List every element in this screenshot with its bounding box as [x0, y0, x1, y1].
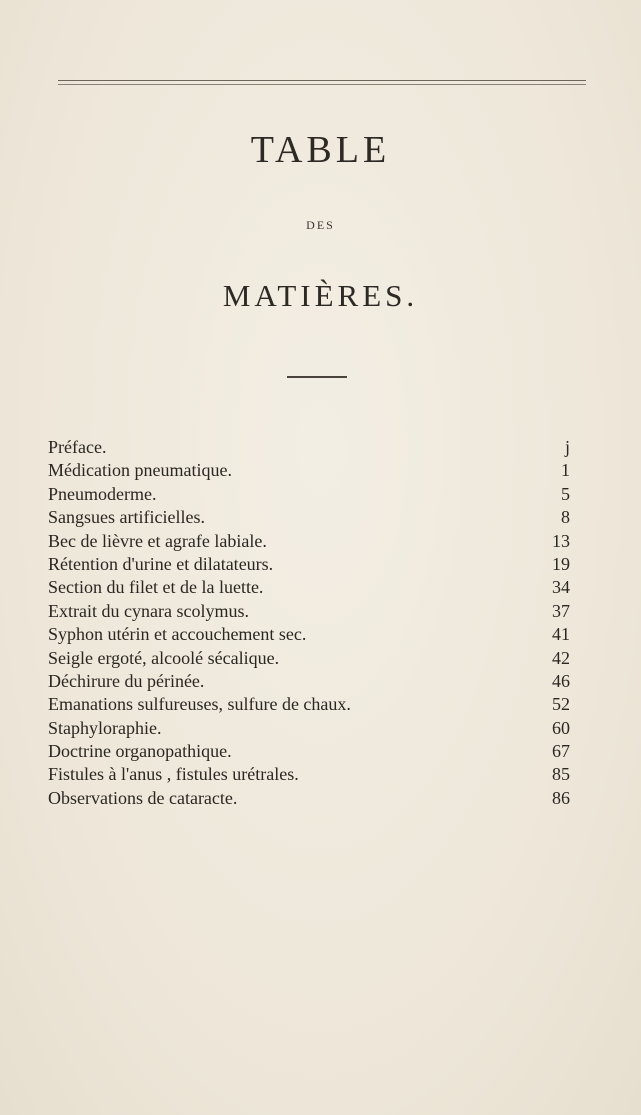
toc-entry — [48, 576, 570, 599]
toc-entry-page-number: 8 — [561, 507, 570, 528]
toc-entry-page-number: 46 — [552, 670, 570, 691]
toc-entry-label: Fistules à l'anus , fistules urétrales. — [48, 764, 299, 785]
toc-entry — [48, 740, 570, 763]
top-rule — [58, 80, 586, 85]
toc-entry-page-number: 85 — [552, 764, 570, 785]
toc-entry-label: Sangsues artificielles. — [48, 507, 205, 528]
toc-entry-label: Syphon utérin et accouchement sec. — [48, 624, 307, 645]
toc-entry — [48, 530, 570, 553]
toc-entry-label: Observations de cataracte. — [48, 787, 238, 808]
toc-entry-label: Staphyloraphie. — [48, 717, 162, 738]
toc-entry-label: Section du filet et de la luette. — [48, 577, 264, 598]
toc-entry-page-number: 41 — [552, 624, 570, 645]
toc-entry-page-number: 1 — [561, 460, 570, 481]
toc-entry-page-number: 37 — [552, 600, 570, 621]
toc-entry-label: Déchirure du périnée. — [48, 670, 205, 691]
ornamental-divider — [287, 376, 347, 378]
toc-entry-label: Préface. — [48, 437, 107, 457]
toc-entry-page-number: 34 — [552, 577, 570, 598]
toc-entry — [48, 787, 570, 810]
toc-entry — [48, 436, 570, 459]
toc-entry — [48, 693, 570, 716]
toc-entry — [48, 506, 570, 529]
toc-entry — [48, 647, 570, 670]
toc-entry-page-number: 86 — [552, 787, 570, 808]
page-subtitle: DES — [306, 218, 335, 232]
toc-entry-label: Doctrine organopathique. — [48, 741, 232, 762]
toc-entry — [48, 483, 570, 506]
page-title-second-line: MATIÈRES. — [222, 278, 419, 313]
toc-entry-label: Bec de lièvre et agrafe labiale. — [48, 530, 267, 551]
toc-entry-page-number: 60 — [552, 717, 570, 738]
toc-entry-page-number: 52 — [552, 694, 570, 715]
toc-entry-page-number: j — [564, 437, 570, 457]
toc-entry-label: Rétention d'urine et dilatateurs. — [48, 553, 274, 574]
toc-entry-page-number: 13 — [552, 530, 570, 551]
page-title: TABLE — [250, 129, 391, 171]
toc-entry-label: Seigle ergoté, alcoolé sécalique. — [48, 647, 280, 668]
toc-entry — [48, 717, 570, 740]
toc-entry — [48, 459, 570, 482]
toc-entry-page-number: 67 — [552, 741, 570, 762]
toc-entry-page-number: 19 — [552, 553, 570, 574]
toc-entry-label: Médication pneumatique. — [48, 460, 232, 481]
toc-entry — [48, 763, 570, 786]
toc-entry — [48, 600, 570, 623]
toc-entry — [48, 670, 570, 693]
toc-entry-label: Pneumoderme. — [48, 483, 157, 504]
toc-entry-page-number: 42 — [552, 647, 570, 668]
toc-entry-label: Emanations sulfureuses, sulfure de chaux. — [48, 694, 351, 715]
toc-entry-page-number: 5 — [561, 483, 570, 504]
toc-entry — [48, 553, 570, 576]
toc-entry — [48, 623, 570, 646]
toc-entry-label: Extrait du cynara scolymus. — [48, 600, 249, 621]
table-of-contents — [48, 436, 570, 810]
